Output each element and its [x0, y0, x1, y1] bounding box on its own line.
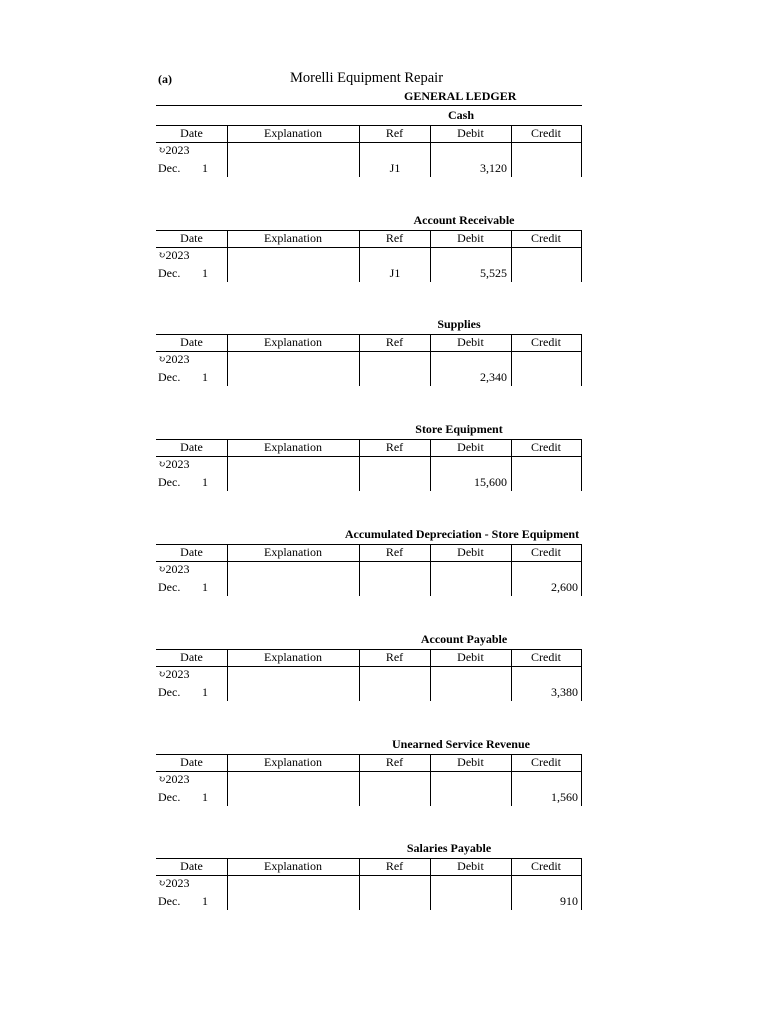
column-divider — [581, 649, 582, 701]
column-divider — [581, 439, 582, 491]
entry-day: 1 — [202, 685, 208, 699]
debit-header: Debit — [457, 440, 484, 454]
entry-year-text: 2023 — [165, 143, 190, 157]
entry-ref: J1 — [389, 266, 401, 280]
entry-year — [158, 352, 190, 367]
explanation-header: Explanation — [264, 335, 322, 349]
error-indicator-icon: ↻ — [158, 669, 166, 679]
entry-month: Dec. — [158, 580, 181, 594]
title-rule — [156, 105, 582, 106]
header-rule — [156, 771, 582, 772]
entry-day: 1 — [202, 266, 208, 280]
header-rule — [156, 351, 582, 352]
debit-header: Debit — [457, 126, 484, 140]
date-header: Date — [180, 545, 203, 559]
entry-year-text: 2023 — [165, 667, 190, 681]
column-divider — [581, 544, 582, 596]
company-name: Morelli Equipment Repair — [290, 70, 444, 86]
entry-year-text: 2023 — [165, 772, 190, 786]
account-title: Cash — [447, 108, 474, 122]
credit-header: Credit — [531, 650, 561, 664]
account-title: Account Receivable — [413, 213, 515, 227]
explanation-header: Explanation — [264, 545, 322, 559]
date-header: Date — [180, 859, 203, 873]
date-header: Date — [180, 231, 203, 245]
entry-debit: 5,525 — [480, 266, 507, 280]
account-title: Supplies — [437, 317, 481, 331]
ref-header: Ref — [385, 231, 404, 245]
entry-credit: 3,380 — [551, 685, 578, 699]
entry-year-text: 2023 — [165, 352, 190, 366]
entry-year-text: 2023 — [165, 876, 190, 890]
account-title: Unearned Service Revenue — [392, 737, 530, 751]
entry-debit: 15,600 — [474, 475, 507, 489]
date-header: Date — [180, 755, 203, 769]
debit-header: Debit — [457, 755, 484, 769]
entry-year-text: 2023 — [165, 562, 190, 576]
entry-credit: 910 — [560, 894, 578, 908]
account-title: Store Equipment — [415, 422, 503, 436]
debit-header: Debit — [457, 335, 484, 349]
entry-month: Dec. — [158, 266, 181, 280]
explanation-header: Explanation — [264, 126, 322, 140]
header-rule — [156, 561, 582, 562]
credit-header: Credit — [531, 126, 561, 140]
ledger-account — [156, 422, 582, 522]
debit-header: Debit — [457, 650, 484, 664]
entry-month: Dec. — [158, 370, 181, 384]
entry-month: Dec. — [158, 894, 181, 908]
entry-day: 1 — [202, 580, 208, 594]
entry-year — [158, 248, 190, 263]
column-divider — [581, 858, 582, 910]
header-rule — [156, 142, 582, 143]
explanation-header: Explanation — [264, 650, 322, 664]
entry-credit: 1,560 — [551, 790, 578, 804]
ledger-account — [156, 108, 582, 208]
credit-header: Credit — [531, 335, 561, 349]
entry-year — [158, 667, 190, 682]
account-title: Accumulated Depreciation - Store Equipment — [344, 527, 580, 541]
credit-header: Credit — [531, 545, 561, 559]
ledger-account — [156, 527, 582, 627]
entry-day: 1 — [202, 161, 208, 175]
credit-header: Credit — [531, 755, 561, 769]
entry-month: Dec. — [158, 685, 181, 699]
entry-day: 1 — [202, 370, 208, 384]
date-header: Date — [180, 440, 203, 454]
date-header: Date — [180, 335, 203, 349]
ref-header: Ref — [385, 859, 404, 873]
credit-header: Credit — [531, 440, 561, 454]
date-header: Date — [180, 650, 203, 664]
header-rule — [156, 456, 582, 457]
entry-year — [158, 457, 190, 472]
entry-credit: 2,600 — [551, 580, 578, 594]
entry-debit: 2,340 — [480, 370, 507, 384]
general-ledger-title: GENERAL LEDGER — [404, 89, 517, 103]
error-indicator-icon: ↻ — [158, 145, 166, 155]
entry-month: Dec. — [158, 790, 181, 804]
entry-ref: J1 — [389, 161, 401, 175]
error-indicator-icon: ↻ — [158, 250, 166, 260]
column-divider — [581, 125, 582, 177]
debit-header: Debit — [457, 231, 484, 245]
header-rule — [156, 247, 582, 248]
entry-month: Dec. — [158, 161, 181, 175]
explanation-header: Explanation — [264, 231, 322, 245]
date-header: Date — [180, 126, 203, 140]
error-indicator-icon: ↻ — [158, 354, 166, 364]
column-divider — [581, 334, 582, 386]
column-divider — [581, 754, 582, 806]
entry-day: 1 — [202, 790, 208, 804]
ref-header: Ref — [385, 650, 404, 664]
error-indicator-icon: ↻ — [158, 878, 166, 888]
entry-year — [158, 143, 190, 158]
part-label: (a) — [158, 72, 172, 86]
error-indicator-icon: ↻ — [158, 564, 166, 574]
account-title: Salaries Payable — [406, 841, 492, 855]
entry-year — [158, 562, 190, 577]
ledger-account — [156, 841, 582, 941]
entry-year-text: 2023 — [165, 248, 190, 262]
ledger-account — [156, 213, 582, 313]
ref-header: Ref — [385, 755, 404, 769]
entry-debit: 3,120 — [480, 161, 507, 175]
ledger-account — [156, 317, 582, 417]
credit-header: Credit — [531, 859, 561, 873]
header-rule — [156, 875, 582, 876]
entry-day: 1 — [202, 894, 208, 908]
ref-header: Ref — [385, 545, 404, 559]
ref-header: Ref — [385, 126, 404, 140]
error-indicator-icon: ↻ — [158, 459, 166, 469]
entry-year-text: 2023 — [165, 457, 190, 471]
account-title: Account Payable — [420, 632, 508, 646]
entry-year — [158, 772, 190, 787]
explanation-header: Explanation — [264, 755, 322, 769]
explanation-header: Explanation — [264, 440, 322, 454]
ref-header: Ref — [385, 335, 404, 349]
ledger-account — [156, 632, 582, 732]
debit-header: Debit — [457, 859, 484, 873]
column-divider — [581, 230, 582, 282]
credit-header: Credit — [531, 231, 561, 245]
ref-header: Ref — [385, 440, 404, 454]
entry-year — [158, 876, 190, 891]
entry-day: 1 — [202, 475, 208, 489]
ledger-account — [156, 737, 582, 837]
header-rule — [156, 666, 582, 667]
error-indicator-icon: ↻ — [158, 774, 166, 784]
debit-header: Debit — [457, 545, 484, 559]
explanation-header: Explanation — [264, 859, 322, 873]
entry-month: Dec. — [158, 475, 181, 489]
